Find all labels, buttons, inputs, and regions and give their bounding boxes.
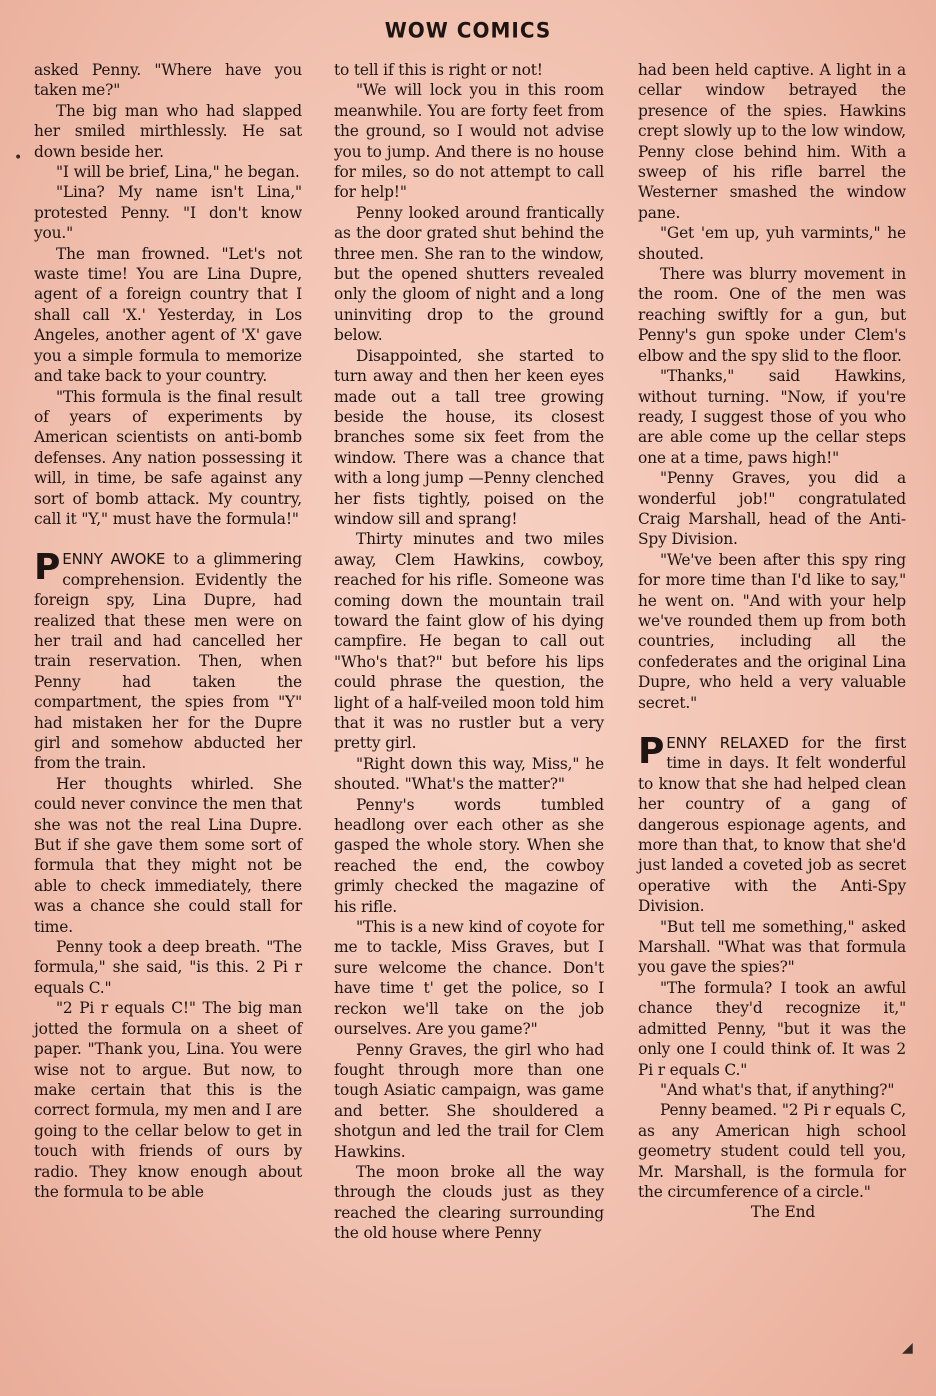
paragraph: "Penny Graves, you did a wonderful job!" congratulated Craig Marshall, head of the Anti-Spy Division. (638, 469, 906, 549)
paragraph: "Thanks," said Hawkins, without turning. "Now, if you're ready, I suggest those of you who are able come up the cellar steps one at a time, paws high!" (638, 367, 906, 467)
section-lead: ENNY AWOKE (62, 550, 166, 569)
paragraph: "We will lock you in this room meanwhile. You are forty feet from the ground, so I would not advise you to jump. And there is no house for miles, so do not attempt to call for help!" (334, 81, 604, 202)
paragraph: to tell if this is right or not! (334, 61, 543, 79)
paragraph: Penny Graves, the girl who had fought through more than one tough Asiatic campaign, was game and better. She shouldered a shotgun and led the trail for Clem Hawkins. (334, 1040, 604, 1161)
paragraph: Penny beamed. "2 Pi r equals C, as any American high school geometry student could tell you, Mr. Marshall, is the formula for the circumference of a circle." (638, 1101, 906, 1201)
paragraph: Thirty minutes and two miles away, Clem Hawkins, cowboy, reached for his rifle. Someone was coming down the mountain trail toward the faint glow of his dying campfire. He began to call out "Who's that?" but before his lips could phrase the question, the light of a half-veiled moon told him that it was no rustler but a very pretty girl. (334, 530, 604, 753)
stray-ink-mark: • (14, 150, 23, 166)
paragraph: "Right down this way, Miss," he shouted. "What's the matter?" (334, 754, 604, 794)
paragraph: There was blurry movement in the room. One of the men was reaching swiftly for a gun, but Penny's gun spoke under Clem's elbow and the spy slid to the floor. (638, 265, 906, 365)
paragraph-text: to a glimmering comprehension. Evidently the foreign spy, Lina Dupre, had realized that these men were on her trail and had cancelled her train reservation. Then, when Penny had taken the compartment, the spies from "Y" had mistaken her for the Dupre girl and somehow abducted her from the train. (34, 550, 303, 773)
paragraph: Penny looked around frantically as the door grated shut behind the three men. She ran to the window, but the opened shutters revealed only the gloom of night and a long uninviting drop to the ground below. (334, 203, 604, 345)
section-lead-paragraph (638, 733, 906, 917)
paragraph: "2 Pi r equals C!" The big man jotted the formula on a sheet of paper. "Thank you, Lina. You were wise not to argue. But now, to make certain that this is the correct formula, my men and I are going to the cellar below to get in touch with friends of ours by radio. They know enough about the formula to be able (34, 999, 302, 1201)
paragraph: "This is a new kind of coyote for me to tackle, Miss Graves, but I sure welcome the chance. Don't have time t' get the police, so I reckon we'll take on the job ourselves. Are you game?" (334, 918, 604, 1039)
paragraph: "Get 'em up, yuh varmints," he shouted. (638, 224, 906, 263)
paragraph: "And what's that, if anything?" (660, 1080, 895, 1099)
paragraph: Penny's words tumbled headlong over each other as she gasped the whole story. When she reached the end, the cowboy grimly checked the magazine of his rifle. (334, 795, 604, 916)
paragraph: "This formula is the final result of years of experiments by American scientists on anti-bomb defenses. Any nation possessing it will, in time, be safe against any sort of bomb attack. My country, call it "Y," must have the formula!" (34, 387, 302, 528)
paragraph: Her thoughts whirled. She could never convince the men that she was not the real Lina Dupre. But if she gave them some sort of formula that they might not be able to check immediately, there was a chance she could stall for time. (34, 774, 302, 936)
dropcap: P (34, 547, 61, 589)
paragraph: had been held captive. A light in a cellar window betrayed the presence of the spies. Hawkins crept slowly up to the low window, Penny close behind him. With a sweep of his rifle barrel the Westerner smashed the window pane. (638, 61, 906, 222)
paragraph-text: for the first time in days. It felt wonderful to know that she had helped clean her country of a gang of dangerous espionage agents, and more than that, to know that she'd just landed a coveted job as secret operative with the Anti-Spy Division. (638, 734, 907, 916)
paragraph: The big man who had slapped her smiled mirthlessly. He sat down beside her. (34, 101, 302, 161)
paragraph: "Lina? My name isn't Lina," protested Penny. "I don't know you." (34, 183, 302, 243)
paragraph: The man frowned. "Let's not waste time! You are Lina Dupre, agent of a foreign country that I shall call 'X.' Yesterday, in Los Angeles, another agent of 'X' gave you a simple formula to memorize and take back to your country. (34, 244, 302, 386)
the-end-label: The End (750, 1203, 816, 1222)
section-lead-paragraph (34, 549, 302, 773)
text-column-3 (638, 60, 906, 1223)
paragraph: "I will be brief, Lina," he began. (56, 163, 300, 182)
paragraph: "We've been after this spy ring for more time than I'd like to say," he went on. "And with your help we've rounded them up from both countries, including all the confederates and the original Lina Dupre, who held a very valuable secret." (638, 550, 906, 712)
paragraph: Disappointed, she started to turn away and then her keen eyes made out a tall tree growing beside the house, its closest branches some six feet from the window. There was a chance that with a long jump —Penny clenched her fists tightly, poised on the window sill and sprang! (334, 346, 604, 528)
paragraph: "The formula? I took an awful chance they'd recognize it," admitted Penny, "but it was the only one I could think of. It was 2 Pi r equals C." (638, 978, 906, 1079)
section-penny-awoke (34, 549, 302, 1202)
text-column-2 (334, 60, 604, 1244)
paragraph: The moon broke all the way through the clouds just as they reached the clearing surrounding the old house where Penny (334, 1162, 604, 1243)
dropcap: P (638, 731, 665, 772)
stray-ink-mark: ◢ (902, 1340, 913, 1356)
page-title: WOW COMICS (384, 17, 552, 43)
section-lead: ENNY RELAXED (666, 734, 789, 752)
section-penny-relaxed (638, 733, 906, 1223)
text-column-1 (34, 60, 302, 1202)
paragraph: "But tell me something," asked Marshall. "What was that formula you gave the spies?" (638, 917, 906, 977)
paragraph: Penny took a deep breath. "The formula," she said, "is this. 2 Pi r equals C." (34, 938, 302, 997)
paragraph: asked Penny. "Where have you taken me?" (34, 61, 302, 100)
